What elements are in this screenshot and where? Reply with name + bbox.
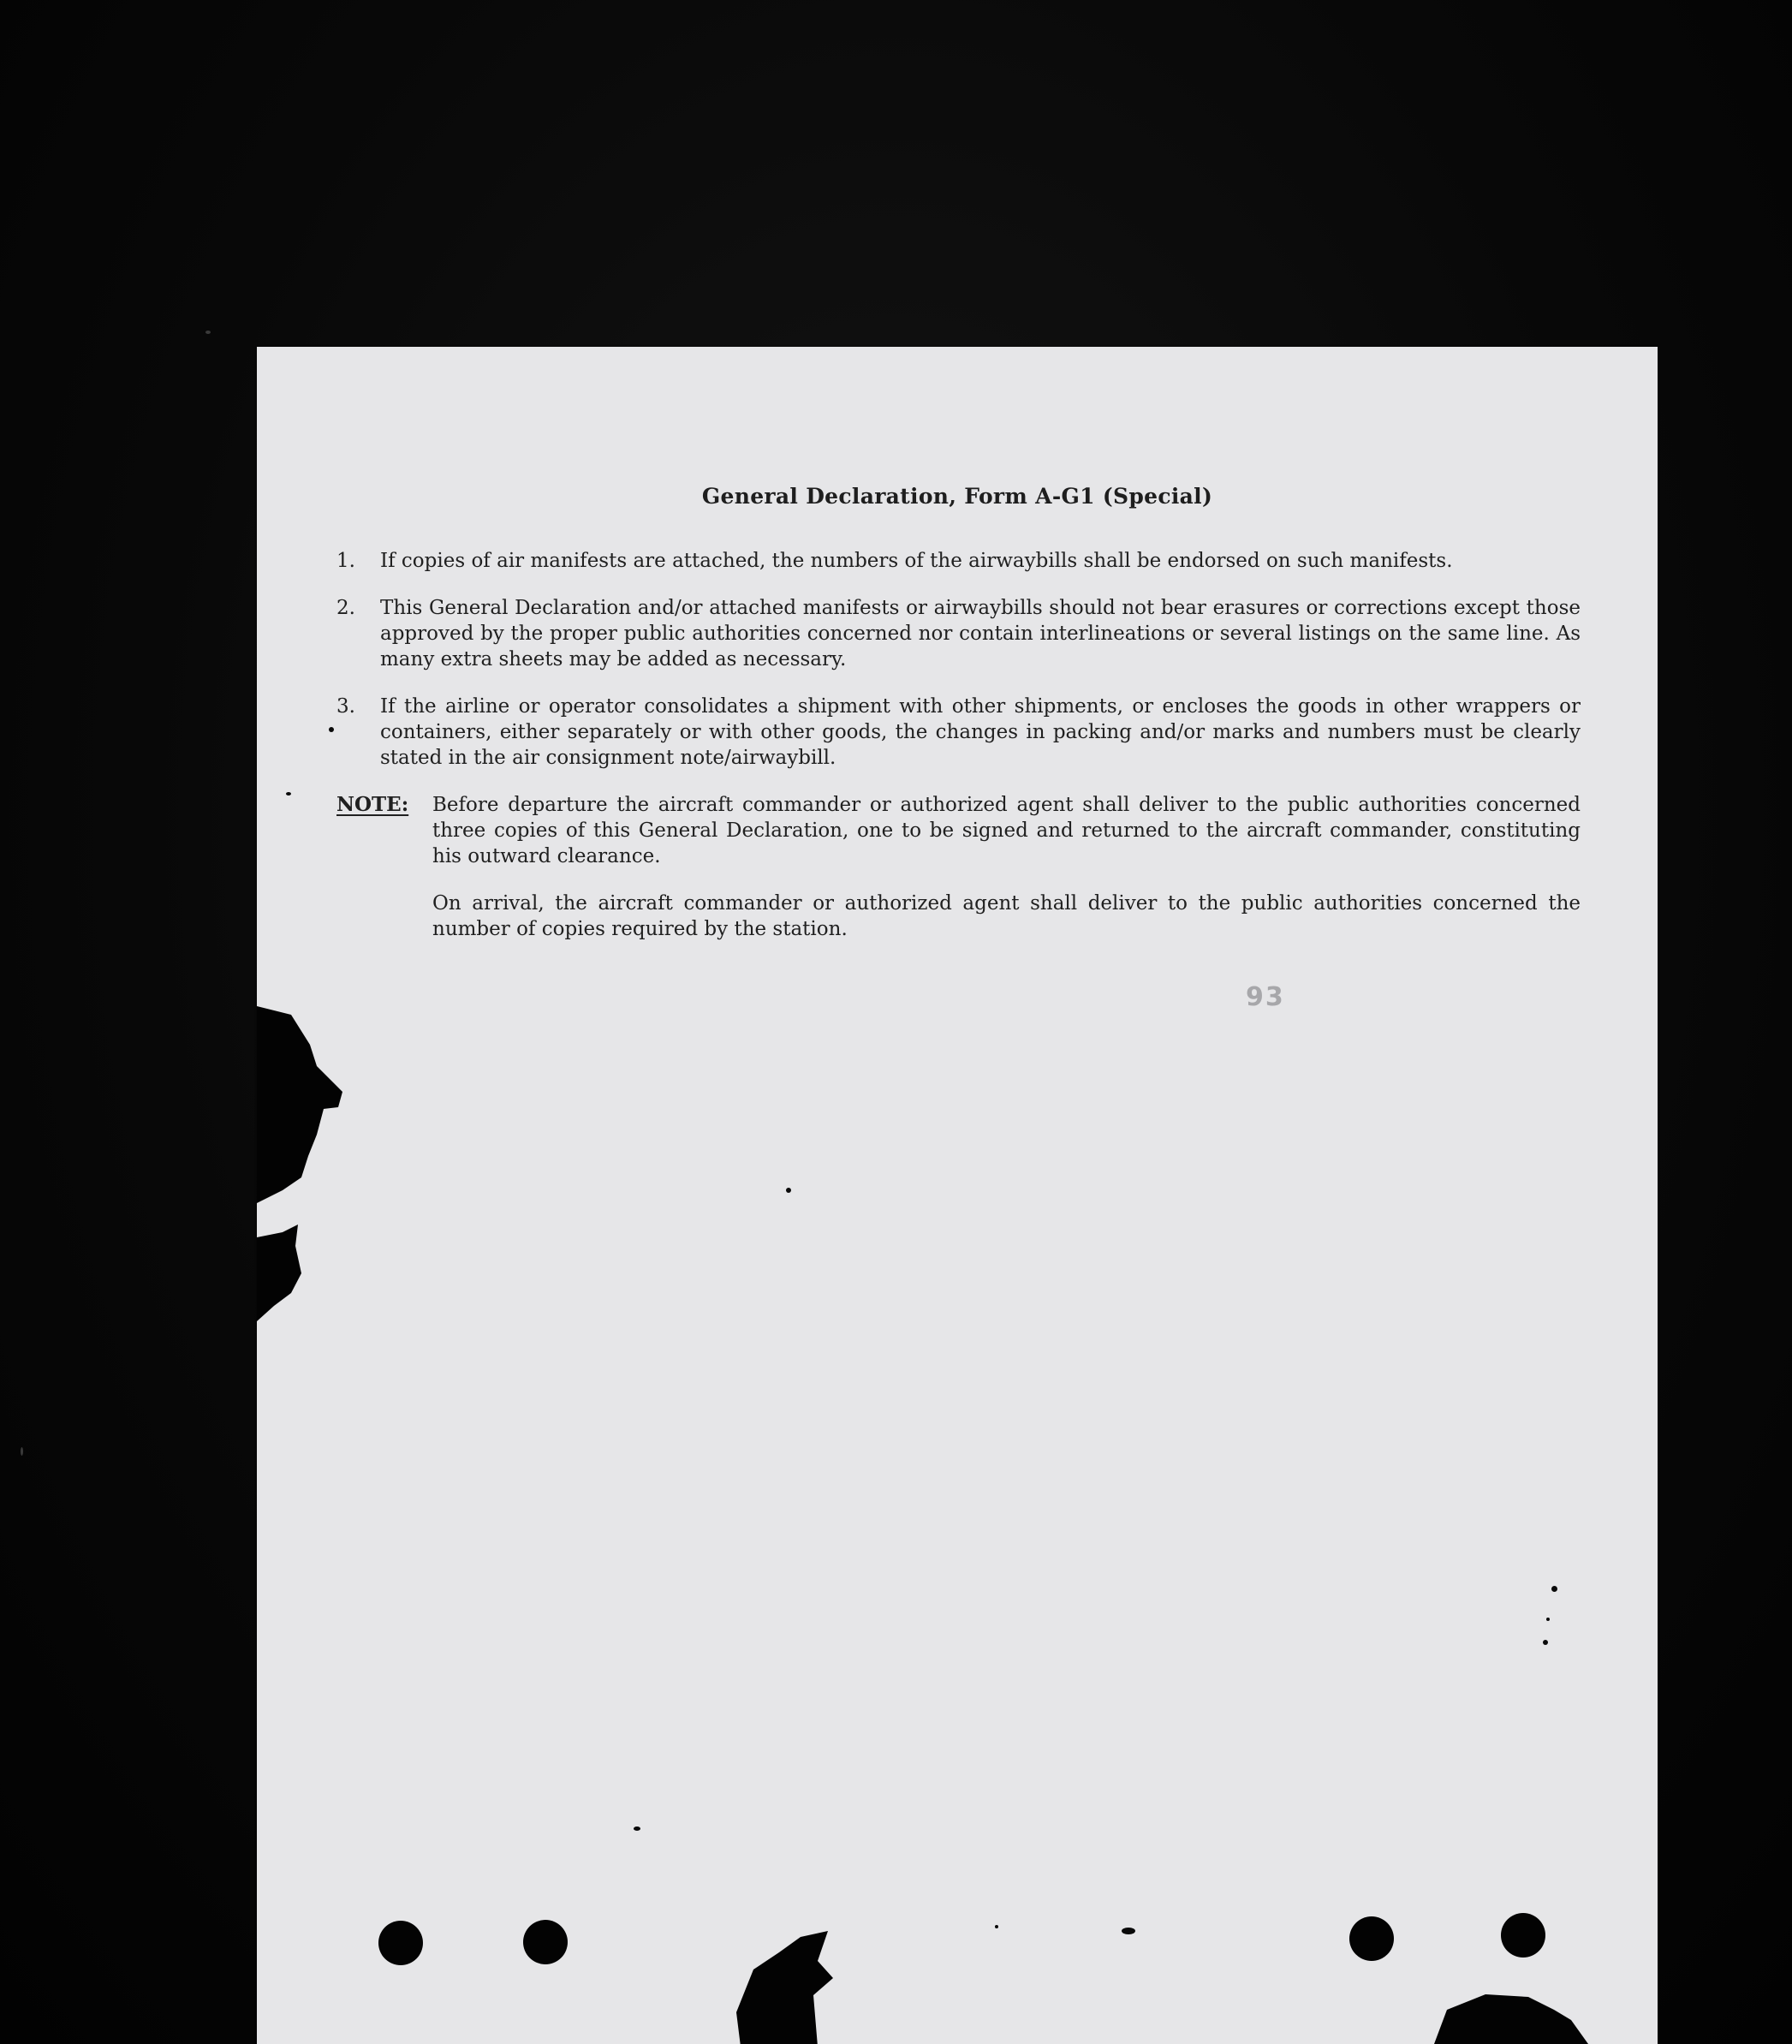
note-label: NOTE: <box>336 793 409 816</box>
speck <box>634 1826 640 1831</box>
background-speck <box>21 1447 23 1456</box>
instruction-item-1 <box>336 548 1587 578</box>
speck <box>1551 1586 1557 1592</box>
torn-edge-left-lower <box>257 1220 325 1323</box>
item-number: 1. <box>336 550 355 572</box>
torn-edge-bottom-right <box>1434 1958 1588 2044</box>
speck <box>286 792 291 796</box>
torn-edge-bottom-center <box>732 1901 843 2044</box>
item-number: 3. <box>336 695 355 718</box>
background-speck <box>205 331 211 334</box>
item-number: 2. <box>336 597 355 619</box>
speck <box>995 1925 998 1928</box>
speck <box>1543 1640 1548 1645</box>
faint-stamp-mark: 93 <box>1246 982 1285 1012</box>
torn-edge-left-upper <box>257 1006 351 1203</box>
punch-hole-4 <box>1501 1913 1545 1958</box>
punch-hole-1 <box>378 1921 423 1965</box>
item-text: If the airline or operator consolidates a shipment with other shipments, or encloses the goods in other wrappers or containers, either separately or with other goods, the changes in packing and/or marks and numbers must be clearly stated in the air consignment note/airwaybill. <box>380 695 1581 769</box>
note-paragraph-arrival: On arrival, the aircraft commander or authorized agent shall deliver to the public authorities concerned the number of copies required by the station. <box>432 892 1581 940</box>
item-text: This General Declaration and/or attached manifests or airwaybills should not bear erasures or corrections except those approved by the proper public authorities concerned nor contain interlineations or several listings on the same line. As many extra sheets may be added as necessary. <box>380 597 1581 670</box>
item-text: If copies of air manifests are attached, the numbers of the airwaybills shall be endorsed on such manifests. <box>380 550 1453 572</box>
punch-hole-3 <box>1349 1916 1394 1961</box>
instruction-item-2 <box>336 595 1587 676</box>
instruction-item-3 <box>336 694 1587 775</box>
punch-hole-2 <box>523 1920 568 1964</box>
note-section <box>336 792 1587 963</box>
document-sheet <box>257 347 1658 2044</box>
document-title: General Declaration, Form A-G1 (Special) <box>701 484 1213 509</box>
speck <box>1122 1928 1135 1934</box>
speck <box>786 1188 791 1193</box>
note-paragraph-departure: Before departure the aircraft commander or authorized agent shall deliver to the public authorities concerned three copies of this General Declaration, one to be signed and returned to the aircraft commander, constituting his outward clearance. <box>432 794 1581 867</box>
speck <box>329 727 334 732</box>
speck <box>1546 1618 1550 1621</box>
